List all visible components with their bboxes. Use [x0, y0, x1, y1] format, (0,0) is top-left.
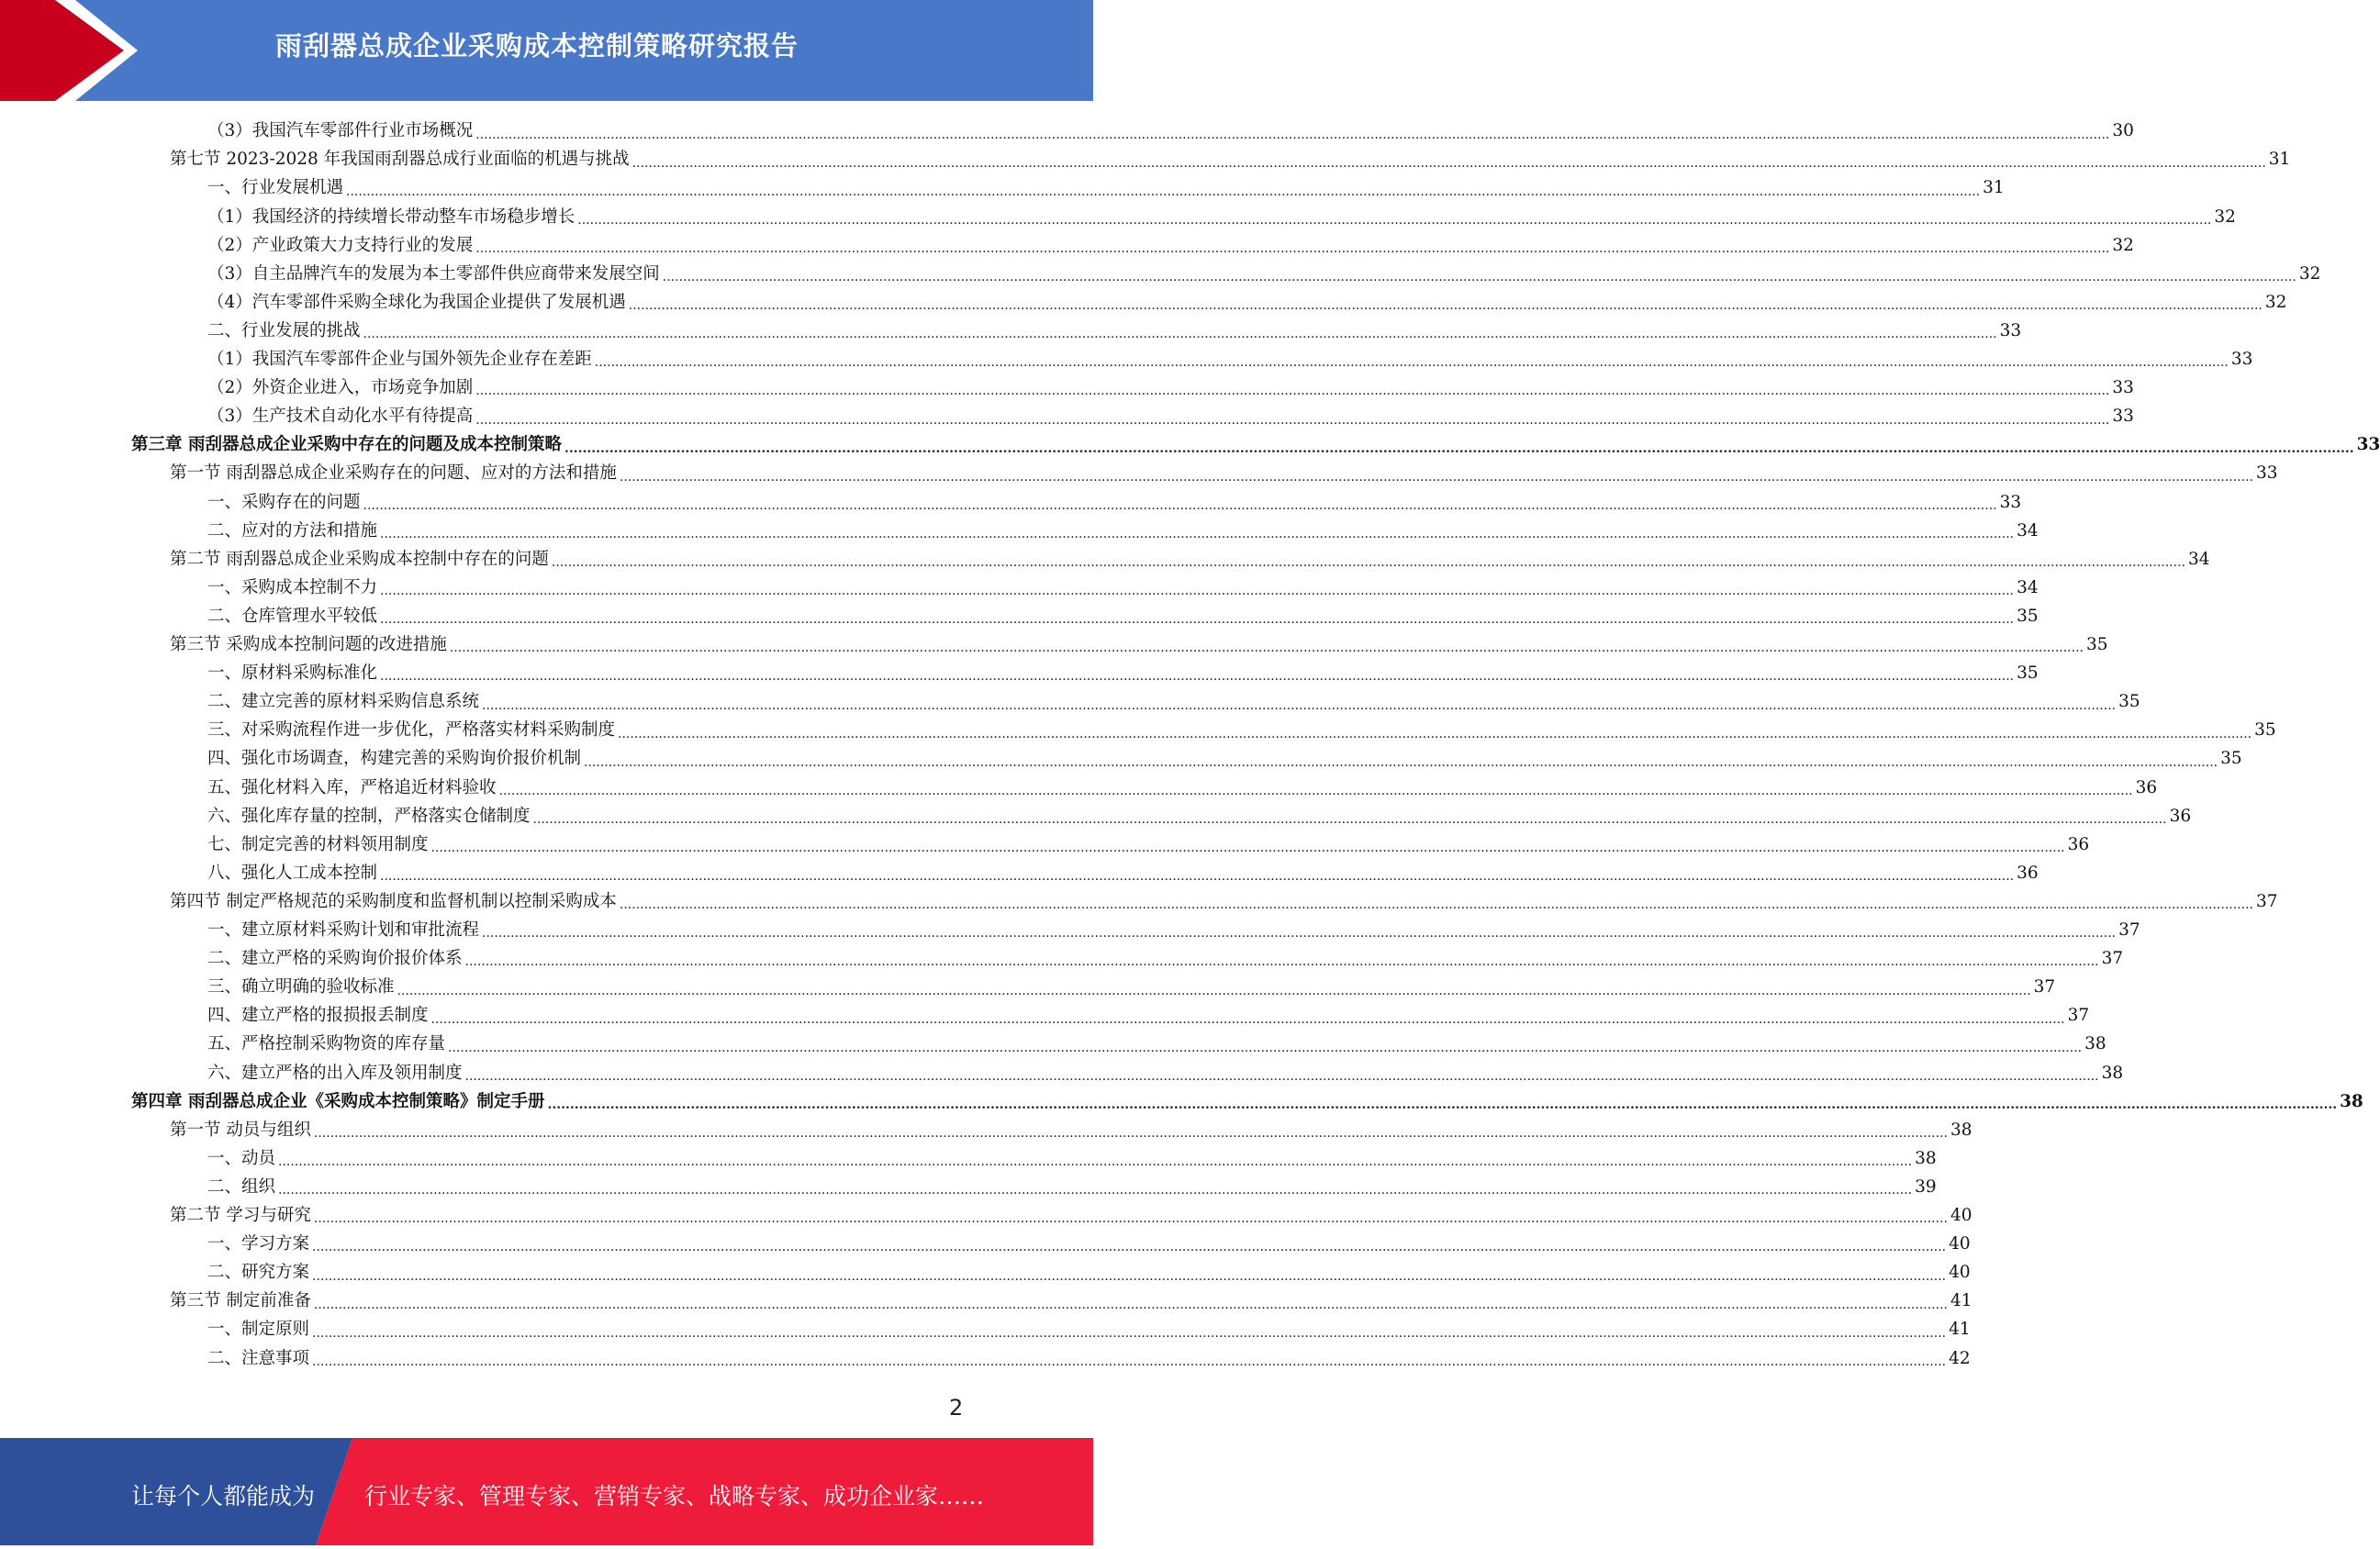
toc-entry[interactable]	[207, 231, 2134, 260]
toc-entry-title: （3）生产技术自动化水平有待提高	[207, 407, 474, 427]
toc-entry[interactable]	[207, 745, 2242, 774]
toc-entry[interactable]	[207, 1259, 1971, 1287]
toc-entry-title: 第三节 采购成本控制问题的改进措施	[170, 635, 447, 655]
toc-entry-title: （2）外资企业进入，市场竞争加剧	[207, 378, 474, 398]
toc-entry[interactable]	[207, 517, 2039, 545]
toc-leader-dots: ................................................................................................................................................................................................................................................................................................................................................................................................................	[577, 212, 2212, 228]
toc-entry-title: 一、建立原材料采购计划和审批流程	[207, 920, 480, 941]
toc-entry-title: （3）自主品牌汽车的发展为本土零部件供应商带来发展空间	[207, 263, 660, 284]
toc-entry-title: 一、原材料采购标准化	[207, 663, 378, 684]
toc-leader-dots: ................................................................................................................................................................................................................................................................................................................................................................................................................	[380, 526, 2015, 541]
toc-entry-page: 33	[1999, 492, 2022, 512]
toc-entry-title: 二、应对的方法和措施	[207, 520, 378, 540]
toc-leader-dots: ................................................................................................................................................................................................................................................................................................................................................................................................................	[464, 954, 2099, 970]
footer-slogan-left: 让每个人都能成为	[131, 1483, 316, 1510]
toc-entry-title: 七、制定完善的材料领用制度	[207, 834, 429, 854]
toc-entry[interactable]	[170, 1202, 1972, 1231]
toc-entry[interactable]	[207, 1059, 2124, 1087]
toc-entry[interactable]	[207, 1002, 2090, 1031]
toc-leader-dots: ................................................................................................................................................................................................................................................................................................................................................................................................................	[278, 1183, 1913, 1198]
toc-entry[interactable]	[207, 1231, 1971, 1259]
toc-entry[interactable]	[170, 146, 2291, 174]
toc-entry-page: 38	[2340, 1091, 2363, 1111]
toc-entry-page: 37	[2067, 1006, 2090, 1026]
toc-leader-dots: ................................................................................................................................................................................................................................................................................................................................................................................................................	[313, 1126, 1948, 1141]
toc-entry-title: 二、组织	[207, 1176, 276, 1197]
toc-entry[interactable]	[207, 974, 2056, 1002]
toc-leader-dots: ................................................................................................................................................................................................................................................................................................................................................................................................................	[584, 754, 2218, 770]
toc-leader-dots: ................................................................................................................................................................................................................................................................................................................................................................................................................	[619, 897, 2253, 913]
toc-leader-dots: ................................................................................................................................................................................................................................................................................................................................................................................................................	[547, 1097, 2338, 1112]
toc-leader-dots: ................................................................................................................................................................................................................................................................................................................................................................................................................	[618, 726, 2252, 741]
toc-entry-title: 一、采购存在的问题	[207, 492, 361, 512]
toc-entry[interactable]	[131, 1087, 2363, 1116]
toc-entry-page: 36	[2135, 777, 2158, 797]
toc-entry-page: 33	[2112, 378, 2134, 398]
toc-entry-page: 33	[2255, 463, 2278, 484]
toc-entry[interactable]	[207, 802, 2192, 830]
toc-entry-page: 32	[2264, 292, 2287, 312]
toc-entry-title: 八、强化人工成本控制	[207, 863, 378, 883]
toc-leader-dots: ................................................................................................................................................................................................................................................................................................................................................................................................................	[464, 1068, 2099, 1084]
toc-entry[interactable]	[207, 688, 2140, 717]
toc-entry[interactable]	[207, 660, 2039, 688]
toc-leader-dots: ................................................................................................................................................................................................................................................................................................................................................................................................................	[631, 155, 2266, 171]
toc-leader-dots: ................................................................................................................................................................................................................................................................................................................................................................................................................	[564, 440, 2354, 456]
toc-entry-page: 30	[2112, 121, 2134, 141]
toc-entry[interactable]	[207, 603, 2039, 631]
toc-entry-page: 41	[1950, 1291, 1972, 1311]
toc-leader-dots: ................................................................................................................................................................................................................................................................................................................................................................................................................	[619, 469, 2253, 485]
toc-entry-title: 三、对采购流程作进一步优化，严格落实材料采购制度	[207, 720, 616, 741]
toc-leader-dots: ................................................................................................................................................................................................................................................................................................................................................................................................................	[380, 612, 2015, 628]
toc-entry[interactable]	[207, 117, 2134, 146]
toc-leader-dots: ................................................................................................................................................................................................................................................................................................................................................................................................................	[278, 1154, 1913, 1170]
toc-entry-title: 六、强化库存量的控制，严格落实仓储制度	[207, 806, 531, 826]
toc-entry-title: 四、强化市场调查，构建完善的采购询价报价机制	[207, 749, 582, 769]
toc-entry[interactable]	[170, 631, 2108, 660]
toc-entry[interactable]	[207, 574, 2039, 603]
toc-entry-title: 第四章 雨刮器总成企业《采购成本控制策略》制定手册	[131, 1091, 545, 1111]
toc-entry-title: （2）产业政策大力支持行业的发展	[207, 235, 474, 255]
toc-leader-dots: ................................................................................................................................................................................................................................................................................................................................................................................................................	[312, 1240, 1947, 1255]
toc-entry[interactable]	[207, 1344, 1971, 1373]
toc-entry-page: 32	[2214, 206, 2236, 227]
toc-entry-page: 40	[1950, 1206, 1972, 1226]
toc-leader-dots: ................................................................................................................................................................................................................................................................................................................................................................................................................	[475, 412, 2110, 428]
toc-leader-dots: ................................................................................................................................................................................................................................................................................................................................................................................................................	[448, 1040, 2083, 1055]
toc-entry-page: 33	[1999, 320, 2022, 340]
toc-leader-dots: ................................................................................................................................................................................................................................................................................................................................................................................................................	[498, 783, 2133, 798]
toc-entry-title: （1）我国汽车零部件企业与国外领先企业存在差距	[207, 350, 592, 370]
toc-entry-title: 第三章 雨刮器总成企业采购中存在的问题及成本控制策略	[131, 435, 562, 455]
toc-entry-page: 34	[2187, 549, 2210, 569]
toc-entry-title: 一、学习方案	[207, 1234, 310, 1254]
toc-entry-title: 二、建立完善的原材料采购信息系统	[207, 692, 480, 712]
toc-entry-page: 35	[2254, 720, 2276, 741]
toc-leader-dots: ................................................................................................................................................................................................................................................................................................................................................................................................................	[475, 127, 2110, 142]
toc-entry[interactable]	[170, 460, 2278, 488]
toc-entry[interactable]	[170, 888, 2278, 917]
toc-entry[interactable]	[207, 1316, 1971, 1344]
toc-entry-page: 37	[2033, 977, 2056, 997]
toc-leader-dots: ................................................................................................................................................................................................................................................................................................................................................................................................................	[628, 298, 2263, 314]
toc-entry-title: 第三节 制定前准备	[170, 1291, 311, 1311]
toc-entry-title: 二、行业发展的挑战	[207, 320, 361, 340]
toc-entry-page: 42	[1949, 1348, 1971, 1368]
toc-entry-page: 35	[2085, 635, 2108, 655]
toc-entry-title: 第七节 2023-2028 年我国雨刮器总成行业面临的机遇与挑战	[170, 150, 630, 170]
toc-entry[interactable]	[207, 774, 2158, 802]
toc-entry[interactable]	[207, 346, 2253, 374]
toc-leader-dots: ................................................................................................................................................................................................................................................................................................................................................................................................................	[397, 983, 2031, 998]
toc-leader-dots: ................................................................................................................................................................................................................................................................................................................................................................................................................	[313, 1211, 1948, 1227]
toc-entry-page: 35	[2220, 749, 2242, 769]
toc-leader-dots: ................................................................................................................................................................................................................................................................................................................................................................................................................	[430, 1011, 2065, 1027]
toc-entry-title: 二、仓库管理水平较低	[207, 606, 378, 626]
toc-entry[interactable]	[170, 1287, 1972, 1316]
toc-entry[interactable]	[207, 860, 2039, 888]
toc-entry[interactable]	[207, 174, 2005, 203]
toc-entry-title: （3）我国汽车零部件行业市场概况	[207, 121, 474, 141]
toc-entry-page: 37	[2101, 949, 2124, 969]
toc-entry[interactable]	[170, 546, 2210, 574]
report-title: 雨刮器总成企业采购成本控制策略研究报告	[275, 30, 799, 61]
toc-entry[interactable]	[207, 203, 2236, 231]
toc-entry-title: 第二节 学习与研究	[170, 1206, 311, 1226]
toc-entry-page: 38	[2084, 1034, 2106, 1054]
toc-leader-dots: ................................................................................................................................................................................................................................................................................................................................................................................................................	[312, 1354, 1947, 1369]
toc-leader-dots: ................................................................................................................................................................................................................................................................................................................................................................................................................	[363, 327, 1997, 342]
toc-entry-title: （1）我国经济的持续增长带动整车市场稳步增长	[207, 206, 575, 227]
toc-leader-dots: ................................................................................................................................................................................................................................................................................................................................................................................................................	[475, 240, 2110, 256]
toc-entry-title: 三、确立明确的验收标准	[207, 977, 395, 997]
toc-entry-page: 35	[2017, 663, 2039, 684]
header-arrow-graphic	[0, 0, 147, 101]
toc-entry-page: 33	[2356, 435, 2380, 455]
toc-leader-dots: ................................................................................................................................................................................................................................................................................................................................................................................................................	[363, 497, 1997, 513]
toc-entry[interactable]	[131, 431, 2380, 460]
toc-leader-dots: ................................................................................................................................................................................................................................................................................................................................................................................................................	[532, 811, 2167, 827]
toc-entry-title: 二、研究方案	[207, 1263, 310, 1283]
toc-entry[interactable]	[207, 289, 2287, 318]
toc-entry-title: 四、建立严格的报损报丢制度	[207, 1006, 429, 1026]
toc-entry-page: 40	[1949, 1234, 1971, 1254]
toc-entry-title: （4）汽车零部件采购全球化为我国企业提供了发展机遇	[207, 292, 626, 312]
toc-entry-page: 32	[2112, 235, 2134, 255]
toc-leader-dots: ................................................................................................................................................................................................................................................................................................................................................................................................................	[312, 1268, 1947, 1284]
toc-entry[interactable]	[170, 1117, 1972, 1145]
toc-entry[interactable]	[207, 318, 2022, 346]
toc-entry-page: 38	[1950, 1120, 1972, 1140]
toc-entry-title: 第四节 制定严格规范的采购制度和监督机制以控制采购成本	[170, 891, 617, 911]
toc-entry-page: 31	[1983, 178, 2005, 198]
toc-entry-title: 第一节 动员与组织	[170, 1120, 311, 1140]
toc-leader-dots: ................................................................................................................................................................................................................................................................................................................................................................................................................	[551, 555, 2185, 570]
toc-entry-page: 36	[2067, 834, 2090, 854]
toc-entry-page: 39	[1915, 1176, 1937, 1197]
footer-slogan-right: 行业专家、管理专家、营销专家、战略专家、成功企业家……	[364, 1483, 985, 1510]
toc-entry-page: 35	[2017, 606, 2039, 626]
toc-leader-dots: ................................................................................................................................................................................................................................................................................................................................................................................................................	[380, 584, 2015, 599]
toc-entry-page: 41	[1949, 1320, 1971, 1340]
toc-entry-page: 32	[2298, 263, 2321, 284]
toc-leader-dots: ................................................................................................................................................................................................................................................................................................................................................................................................................	[475, 384, 2110, 399]
toc-entry-title: 一、行业发展机遇	[207, 178, 344, 198]
toc-entry-page: 37	[2255, 891, 2278, 911]
toc-entry-page: 36	[2017, 863, 2039, 883]
toc-leader-dots: ................................................................................................................................................................................................................................................................................................................................................................................................................	[482, 697, 2117, 713]
toc-entry-title: 五、强化材料入库，严格追近材料验收	[207, 777, 497, 797]
toc-entry-page: 38	[2101, 1063, 2124, 1083]
toc-entry-title: 一、采购成本控制不力	[207, 577, 378, 597]
toc-entry[interactable]	[207, 1031, 2106, 1059]
toc-entry[interactable]	[207, 717, 2276, 745]
toc-entry-title: 一、动员	[207, 1148, 276, 1168]
toc-entry[interactable]	[207, 374, 2134, 403]
toc-entry-page: 31	[2268, 150, 2291, 170]
toc-leader-dots: ................................................................................................................................................................................................................................................................................................................................................................................................................	[312, 1325, 1947, 1341]
toc-leader-dots: ................................................................................................................................................................................................................................................................................................................................................................................................................	[662, 270, 2296, 284]
toc-entry-title: 二、注意事项	[207, 1348, 310, 1368]
toc-entry-page: 34	[2017, 577, 2039, 597]
toc-entry[interactable]	[207, 488, 2022, 517]
toc-entry-title: 二、建立严格的采购询价报价体系	[207, 949, 463, 969]
toc-leader-dots: ................................................................................................................................................................................................................................................................................................................................................................................................................	[380, 669, 2015, 685]
toc-entry-page: 36	[2169, 806, 2192, 826]
toc-entry-page: 38	[1915, 1148, 1937, 1168]
toc-entry-title: 第一节 雨刮器总成企业采购存在的问题、应对的方法和措施	[170, 463, 617, 484]
toc-leader-dots: ................................................................................................................................................................................................................................................................................................................................................................................................................	[313, 1297, 1948, 1312]
toc-entry[interactable]	[207, 917, 2140, 945]
toc-entry-title: 第二节 雨刮器总成企业采购成本控制中存在的问题	[170, 549, 549, 569]
toc-entry-title: 六、建立严格的出入库及领用制度	[207, 1063, 463, 1083]
page-header	[0, 0, 1093, 101]
toc-entry-title: 五、严格控制采购物资的库存量	[207, 1034, 446, 1054]
toc-entry[interactable]	[207, 1174, 1937, 1202]
toc-entry-page: 34	[2017, 520, 2039, 540]
toc-entry-page: 40	[1949, 1263, 1971, 1283]
page-number: 2	[949, 1395, 964, 1421]
toc-entry[interactable]	[207, 261, 2321, 289]
toc-entry-page: 33	[2230, 350, 2253, 370]
toc-leader-dots: ................................................................................................................................................................................................................................................................................................................................................................................................................	[380, 869, 2015, 885]
toc-entry[interactable]	[207, 403, 2134, 431]
toc-leader-dots: ................................................................................................................................................................................................................................................................................................................................................................................................................	[449, 641, 2084, 656]
toc-entry[interactable]	[207, 1145, 1937, 1174]
toc-leader-dots: ................................................................................................................................................................................................................................................................................................................................................................................................................	[430, 841, 2065, 855]
toc-entry-page: 35	[2118, 692, 2140, 712]
toc-leader-dots: ................................................................................................................................................................................................................................................................................................................................................................................................................	[482, 926, 2117, 942]
toc-leader-dots: ................................................................................................................................................................................................................................................................................................................................................................................................................	[346, 184, 1981, 199]
toc-entry-title: 一、制定原则	[207, 1320, 310, 1340]
toc-entry[interactable]	[207, 831, 2090, 860]
toc-entry-page: 33	[2112, 407, 2134, 427]
toc-leader-dots: ................................................................................................................................................................................................................................................................................................................................................................................................................	[594, 355, 2229, 371]
toc-entry[interactable]	[207, 945, 2124, 974]
toc-entry-page: 37	[2118, 920, 2140, 941]
